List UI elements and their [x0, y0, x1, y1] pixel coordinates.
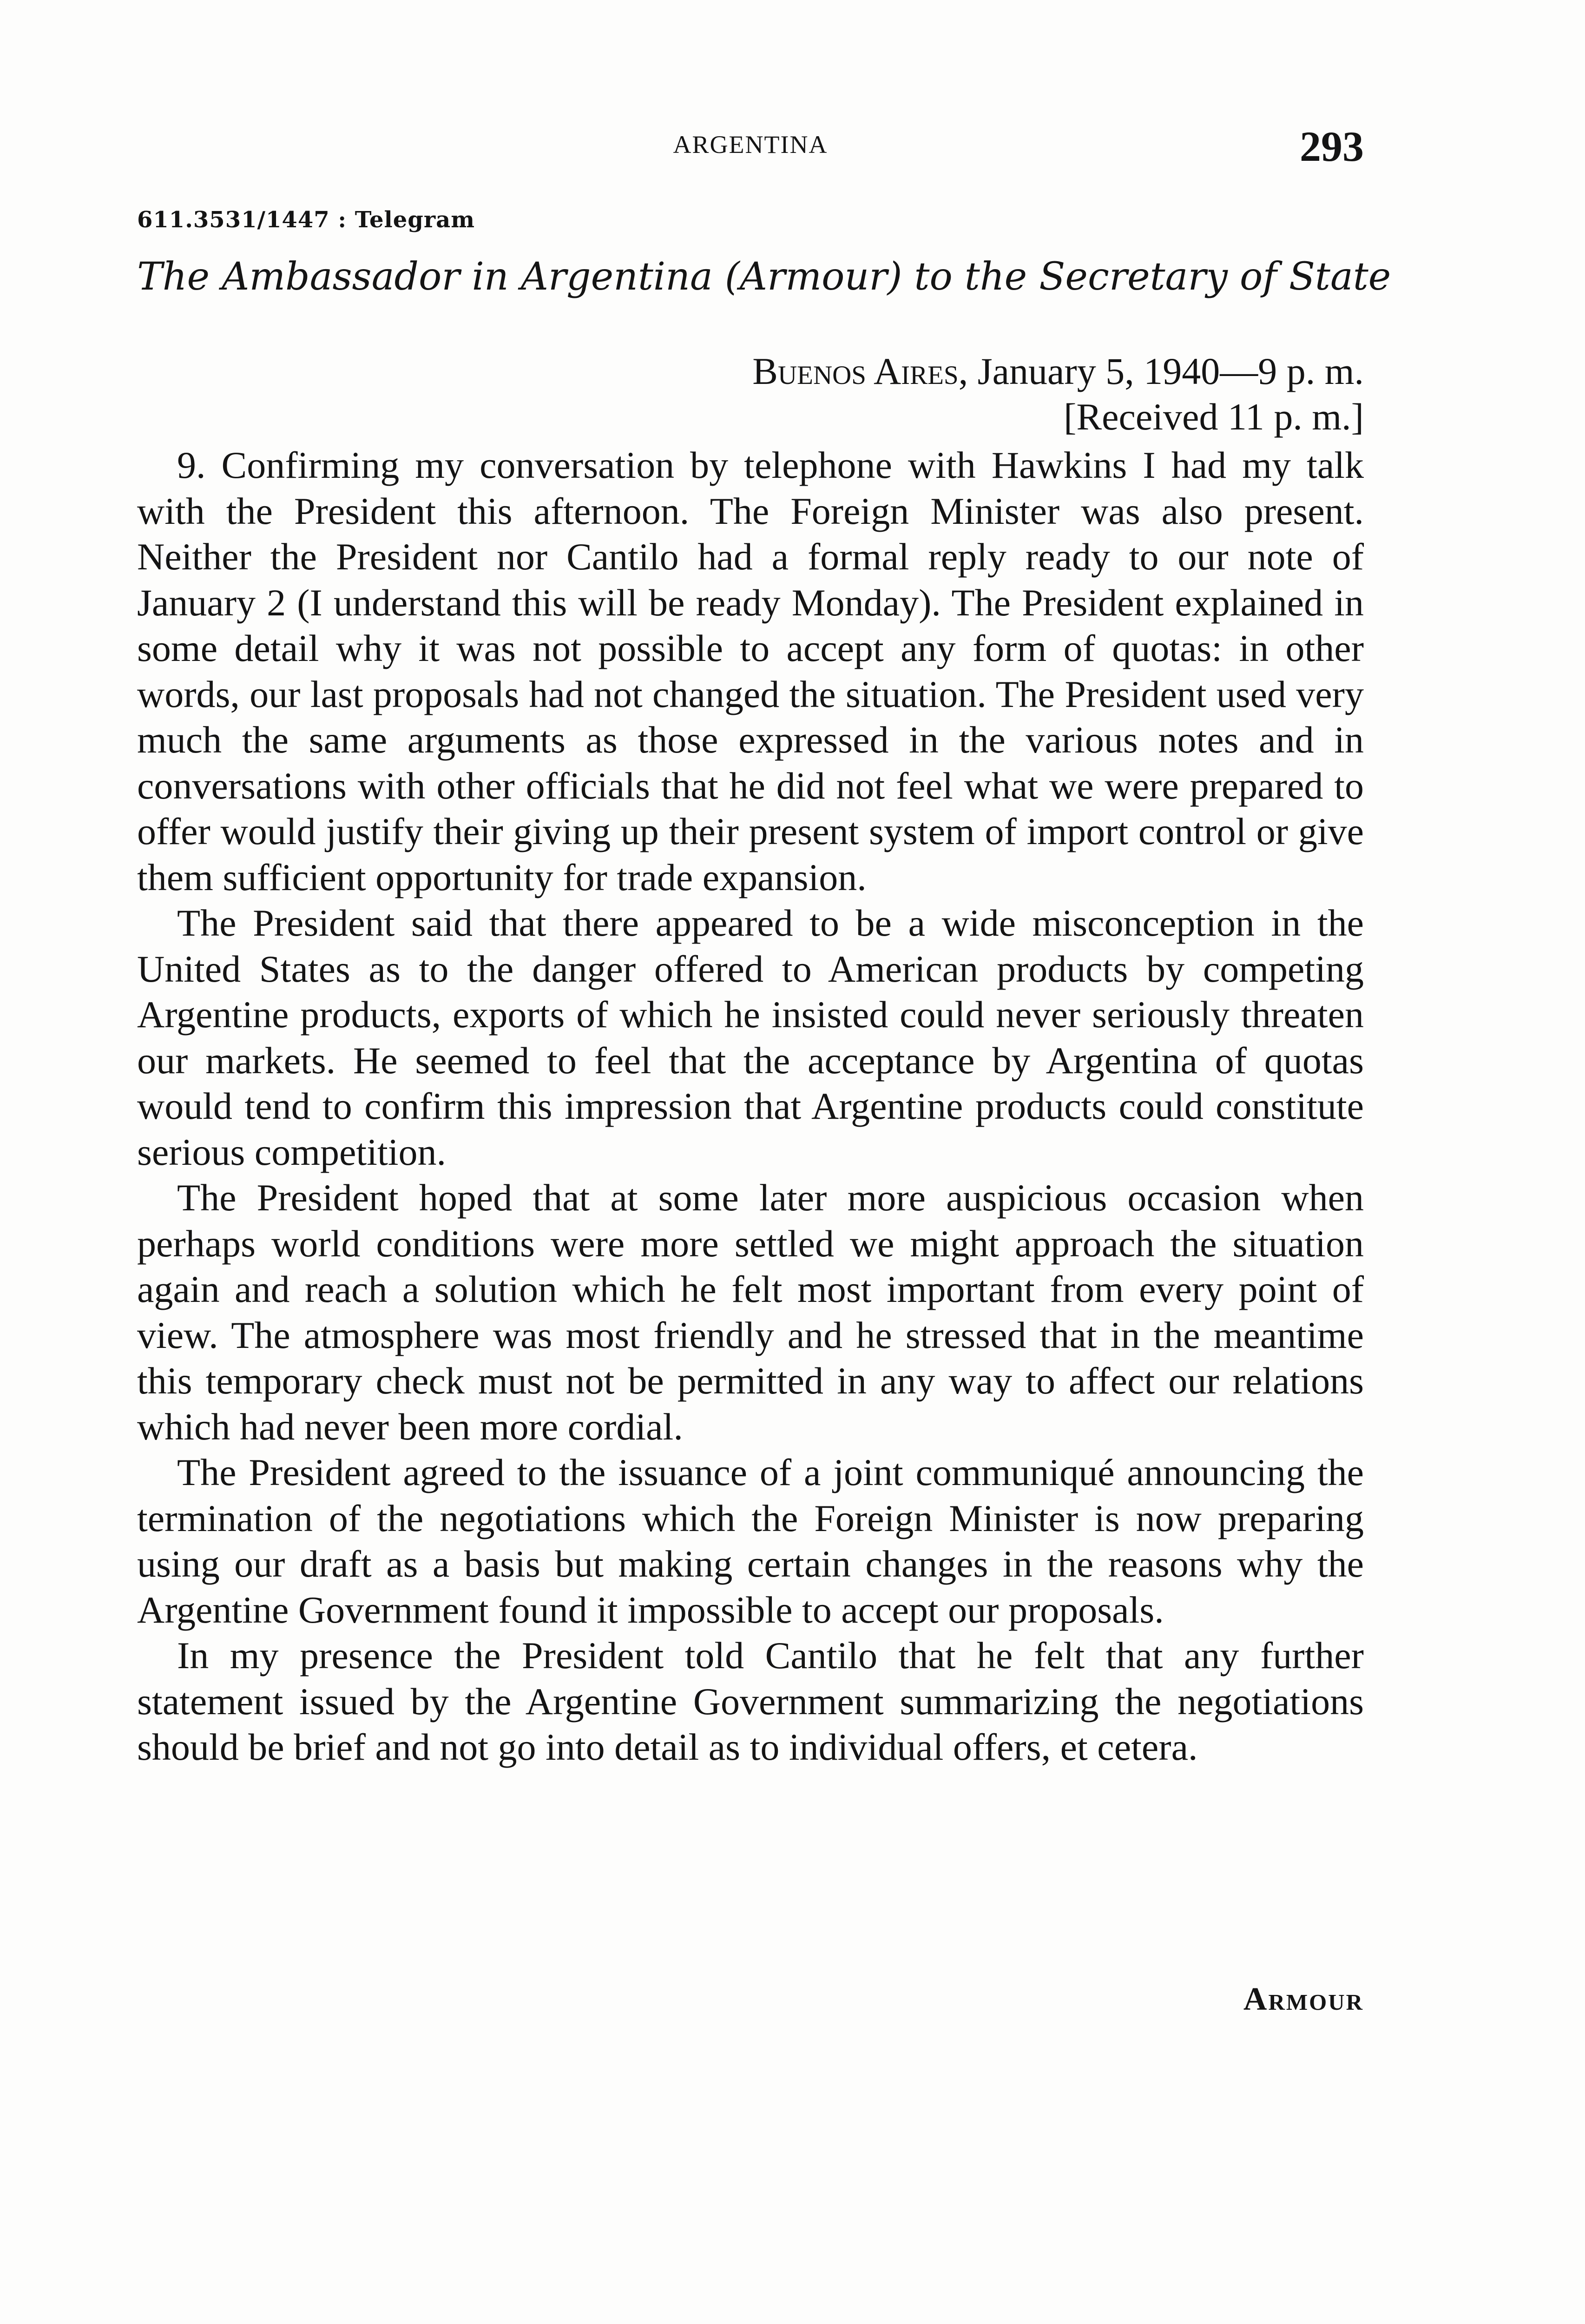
running-head [137, 122, 1364, 168]
paragraph: The President agreed to the issuance of a joint communiqué announcing the termination of the negotiations which the Foreign Minister is now preparing using our draft as a basis but making certain changes in the reasons why the Argentine Government found it impossible to accept our proposals. [137, 1451, 1364, 1631]
dateline-date: , January 5, 1940—9 p. m. [958, 350, 1364, 392]
paragraph: 9. Confirming my conversation by telephone with Hawkins I had my talk with the President this afternoon. The Foreign Minister was also present. Neither the President nor Cantilo had a formal reply ready to our note of January 2 (I understand this will be ready Monday). The President explained in some detail why it was not possible to accept any form of quotas: in other words, our last proposals had not changed the situation. The President used very much the same arguments as those expressed in the various notes and in conversations with other officials that he did not feel what we were prepared to offer would justify their giving up their present system of import control or give them sufficient opportunity for trade expansion. [137, 444, 1364, 898]
paragraph: The President said that there appeared to be a wide misconception in the United States as to the danger offered to American products by competing Argentine products, exports of which he insisted could never seriously threaten our markets. He seemed to feel that the acceptance by Argentina of quotas would tend to confirm this impression that Argentine products could constitute serious competition. [137, 902, 1364, 1173]
document-reference: 611.3531/1447 : Telegram [137, 207, 475, 233]
paragraph: The President hoped that at some later more auspicious occasion when perhaps world conditions were more settled we might approach the situation again and reach a solution which he felt most important from every point of view. The atmosphere was most friendly and he stressed that in the meantime this temporary check must not be permitted in any way to affect our relations which had never been more cordial. [137, 1176, 1364, 1448]
telegram-body [137, 442, 1364, 1770]
dateline-line [752, 349, 1364, 394]
page-number: 293 [1300, 123, 1364, 170]
dateline-received: [Received 11 p. m.] [1064, 396, 1364, 438]
signature: Armour [1243, 1981, 1364, 2017]
paragraph: In my presence the President told Cantilo that he felt that any further statement issued by the Argentine Government summarizing the negotiations should be brief and not go into detail as to individual offers, et cetera. [137, 1634, 1364, 1768]
dateline-place: Buenos Aires [752, 350, 959, 392]
dateline [752, 349, 1364, 440]
running-title: ARGENTINA [673, 131, 828, 158]
document-heading: The Ambassador in Argentina (Armour) to the Secretary of State [137, 255, 1391, 299]
